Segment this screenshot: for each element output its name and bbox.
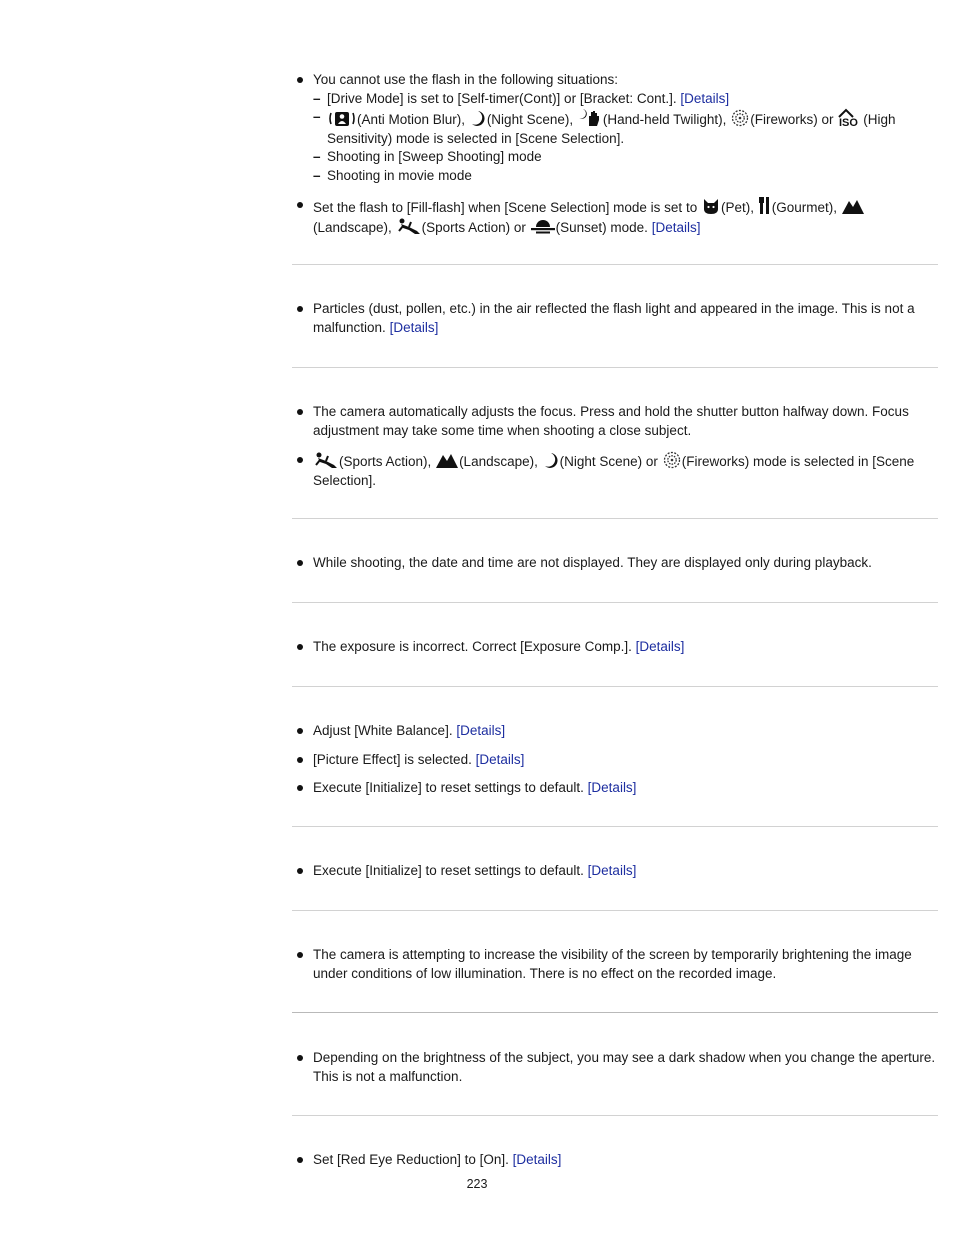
date-time-text: While shooting, the date and time are not displayed. They are displayed only during playback. <box>313 555 872 570</box>
screen-brightness-section <box>292 946 938 993</box>
pet-icon <box>702 198 720 215</box>
picture-effect-text: [Picture Effect] is selected. <box>313 751 472 767</box>
details-link[interactable]: [Details] <box>635 639 685 654</box>
exposure-section <box>292 638 938 667</box>
list-item <box>292 1049 938 1086</box>
landscape-icon <box>436 452 458 469</box>
sports-action-icon <box>314 452 338 469</box>
details-link[interactable]: [Details] <box>651 220 701 235</box>
section-divider <box>292 602 938 603</box>
night-scene-label: (Night Scene) or <box>559 454 658 469</box>
night-scene-label: (Night Scene), <box>486 112 574 127</box>
fireworks-label: (Fireworks) or <box>750 112 834 127</box>
flash-restriction-text: You cannot use the flash in the following situations: <box>313 72 618 87</box>
pet-label: (Pet), <box>720 200 754 215</box>
high-sensitivity-label: (High Sensitivity) mode is selected in [Scene Selection]. <box>327 112 896 146</box>
sub-item <box>313 90 938 109</box>
hand-held-twilight-icon <box>578 108 602 127</box>
night-scene-icon <box>543 452 559 469</box>
sunset-icon <box>531 220 555 235</box>
details-link[interactable]: [Details] <box>587 863 637 878</box>
sports-action-label: (Sports Action), <box>339 454 432 469</box>
list-item <box>292 196 938 238</box>
fireworks-icon <box>663 451 681 469</box>
details-link[interactable]: [Details] <box>475 751 525 767</box>
list-item <box>292 751 938 770</box>
section-divider <box>292 1012 938 1013</box>
aperture-section <box>292 1049 938 1096</box>
date-time-section <box>292 554 938 583</box>
movie-mode-text: Shooting in movie mode <box>327 167 472 183</box>
list-item <box>292 71 938 185</box>
section-divider <box>292 910 938 911</box>
high-sensitivity-icon <box>838 108 862 127</box>
section-divider <box>292 518 938 519</box>
list-item <box>292 638 938 657</box>
landscape-label: (Landscape), <box>459 454 538 469</box>
list-item <box>292 300 938 337</box>
sub-item <box>313 108 938 148</box>
sports-action-icon <box>397 218 421 235</box>
list-item <box>292 554 938 573</box>
initialize-text: Execute [Initialize] to reset settings to default. <box>313 863 584 878</box>
sports-action-label: (Sports Action) or <box>421 220 526 235</box>
red-eye-section <box>292 1151 938 1180</box>
list-item <box>292 1151 938 1170</box>
sub-item <box>313 148 938 167</box>
anti-motion-blur-label: (Anti Motion Blur), <box>357 112 466 127</box>
details-link[interactable]: [Details] <box>512 1152 562 1167</box>
initialize-text: Execute [Initialize] to reset settings to default. <box>313 780 584 795</box>
landscape-label: (Landscape), <box>313 220 392 235</box>
list-item <box>292 862 938 881</box>
fill-flash-text: Set the flash to [Fill-flash] when [Scene Selection] mode is set to <box>313 200 698 215</box>
sub-item <box>313 167 938 186</box>
section-divider <box>292 367 938 368</box>
list-item <box>292 779 938 798</box>
focus-text: The camera automatically adjusts the focus. Press and hold the shutter button halfway down. Focus adjustment may take some time when shooting a close subject. <box>313 404 909 438</box>
fireworks-icon <box>731 109 749 127</box>
section-divider <box>292 1115 938 1116</box>
aperture-text: Depending on the brightness of the subject, you may see a dark shadow when you change the aperture. This is not a malfunction. <box>313 1050 936 1084</box>
details-link[interactable]: [Details] <box>456 723 506 738</box>
list-item <box>292 722 938 741</box>
focus-section <box>292 403 938 500</box>
list-item <box>292 946 938 983</box>
section-divider <box>292 264 938 265</box>
section-divider <box>292 826 938 827</box>
anti-motion-blur-icon <box>328 110 356 127</box>
fireworks-label: (Fireworks) mode is selected in [Scene Selection]. <box>313 454 915 488</box>
night-scene-icon <box>470 110 486 127</box>
initialize-section <box>292 862 938 891</box>
flash-section <box>292 71 938 248</box>
details-link[interactable]: [Details] <box>680 90 730 106</box>
brightness-text: The camera is attempting to increase the visibility of the screen by temporarily brightening the image under conditions of low illumination. There is no effect on the recorded image. <box>313 947 912 981</box>
red-eye-text: Set [Red Eye Reduction] to [On]. <box>313 1152 509 1167</box>
svg-text:ISO: ISO <box>839 117 859 127</box>
particles-text: Particles (dust, pollen, etc.) in the air reflected the flash light and appeared in the image. This is not a malfunction. <box>313 301 915 335</box>
gourmet-icon <box>759 196 771 215</box>
drive-mode-text: [Drive Mode] is set to [Self-timer(Cont)] or [Bracket: Cont.]. <box>327 90 677 106</box>
page-number: 223 <box>466 1177 488 1191</box>
exposure-text: The exposure is incorrect. Correct [Exposure Comp.]. <box>313 639 632 654</box>
hand-held-twilight-label: (Hand-held Twilight), <box>602 112 727 127</box>
details-link[interactable]: [Details] <box>587 780 637 795</box>
gourmet-label: (Gourmet), <box>771 200 838 215</box>
flash-particles-section <box>292 300 938 347</box>
landscape-icon <box>842 198 864 215</box>
details-link[interactable]: [Details] <box>389 319 439 335</box>
list-item <box>292 451 938 490</box>
section-divider <box>292 686 938 687</box>
sunset-label: (Sunset) mode. <box>555 220 648 235</box>
sweep-shooting-text: Shooting in [Sweep Shooting] mode <box>327 149 542 164</box>
list-item <box>292 403 938 440</box>
white-balance-text: Adjust [White Balance]. <box>313 723 453 738</box>
color-section <box>292 722 938 808</box>
